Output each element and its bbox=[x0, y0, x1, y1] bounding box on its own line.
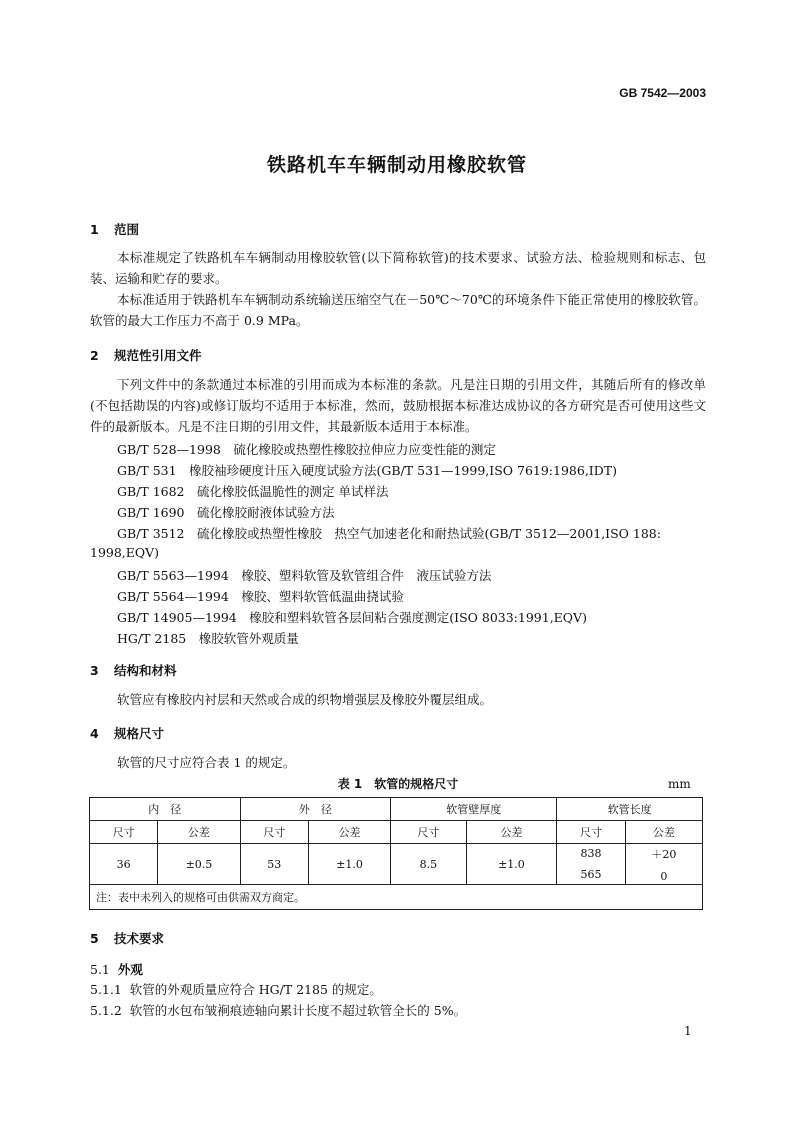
ref-item: GB/T 5563—1994 橡胶、塑料软管及软管组合件 液压试验方法 bbox=[117, 568, 492, 583]
section-3-heading bbox=[90, 661, 177, 679]
header-wall-thickness: 软管壁厚度 bbox=[391, 798, 557, 821]
table-unit: mm bbox=[668, 777, 691, 791]
subheader-cell: 公差 bbox=[158, 821, 240, 844]
subheader-cell: 尺寸 bbox=[90, 821, 158, 844]
section-title: 技术要求 bbox=[114, 931, 165, 946]
outer-tolerance-cell: ±1.0 bbox=[308, 844, 390, 885]
clause-number: 5.1.1 bbox=[90, 982, 122, 997]
section-title: 规范性引用文件 bbox=[114, 348, 202, 363]
length-size-value: 565 bbox=[580, 868, 602, 881]
section-number: 3 bbox=[90, 663, 99, 678]
section-number: 4 bbox=[90, 726, 99, 741]
section-1-heading bbox=[90, 220, 139, 238]
spec-table bbox=[89, 797, 703, 910]
standard-code: GB 7542—2003 bbox=[619, 86, 706, 100]
ref-item: GB/T 528—1998 硫化橡胶或热塑性橡胶拉伸应力应变性能的测定 bbox=[117, 442, 496, 457]
table-caption: 表 1 软管的规格尺寸 bbox=[337, 777, 459, 791]
section-number: 5 bbox=[90, 931, 99, 946]
length-tolerance-cell bbox=[625, 844, 702, 885]
header-hose-length: 软管长度 bbox=[557, 798, 703, 821]
section-4-text: 软管的尺寸应符合表 1 的规定。 bbox=[117, 755, 296, 770]
section-number: 1 bbox=[90, 222, 99, 237]
subheader-cell: 公差 bbox=[308, 821, 390, 844]
ref-item-continuation: 1998,EQV) bbox=[90, 545, 160, 560]
subheader-cell: 尺寸 bbox=[240, 821, 308, 844]
section-3-text: 软管应有橡胶内衬层和天然或合成的织物增强层及橡胶外覆层组成。 bbox=[117, 692, 493, 707]
section-number: 2 bbox=[90, 348, 99, 363]
header-outer-diameter: 外 径 bbox=[240, 798, 391, 821]
subsection-5-1-heading bbox=[90, 960, 143, 978]
inner-size-cell: 36 bbox=[90, 844, 158, 885]
section-4-heading bbox=[90, 724, 164, 742]
length-size-cell bbox=[557, 844, 625, 885]
ref-item: HG/T 2185 橡胶软管外观质量 bbox=[117, 631, 299, 646]
clause-text: 软管的水包布皱裥痕迹轴向累计长度不超过软管全长的 5%。 bbox=[129, 1003, 467, 1018]
length-tolerance-lower: 0 bbox=[660, 869, 668, 883]
page-number: 1 bbox=[684, 1024, 692, 1038]
clause-text: 软管的外观质量应符合 HG/T 2185 的规定。 bbox=[129, 982, 382, 997]
table-note-row bbox=[90, 885, 703, 910]
section-2-heading bbox=[90, 346, 202, 364]
table-row bbox=[90, 844, 703, 885]
subheader-cell: 尺寸 bbox=[391, 821, 466, 844]
table-note: 注：表中未列入的规格可由供需双方商定。 bbox=[90, 885, 703, 910]
section-title: 结构和材料 bbox=[114, 663, 177, 678]
length-tolerance-upper: ＋20 bbox=[651, 847, 677, 861]
clause-number: 5.1.2 bbox=[90, 1003, 122, 1018]
ref-item: GB/T 14905—1994 橡胶和塑料软管各层间粘合强度测定(ISO 8033:1991,EQV) bbox=[117, 610, 587, 625]
wall-tolerance-cell: ±1.0 bbox=[466, 844, 557, 885]
ref-item: GB/T 1690 硫化橡胶耐液体试验方法 bbox=[117, 505, 335, 520]
inner-tolerance-cell: ±0.5 bbox=[158, 844, 240, 885]
outer-size-cell: 53 bbox=[240, 844, 308, 885]
section-1-paragraph-2: 本标准适用于铁路机车车辆制动系统输送压缩空气在－50℃～70℃的环境条件下能正常使用的橡胶软管。软管的最大工作压力不高于 0.9 MPa。 bbox=[90, 292, 706, 328]
clause-5-1-2 bbox=[90, 1001, 466, 1019]
section-title: 规格尺寸 bbox=[114, 726, 165, 741]
ref-item: GB/T 1682 硫化橡胶低温脆性的测定 单试样法 bbox=[117, 484, 389, 499]
ref-item: GB/T 5564—1994 橡胶、塑料软管低温曲挠试验 bbox=[117, 589, 404, 604]
header-inner-diameter: 内 径 bbox=[90, 798, 241, 821]
subheader-cell: 公差 bbox=[466, 821, 557, 844]
subsection-title: 外观 bbox=[117, 962, 143, 977]
table-header-row bbox=[90, 798, 703, 821]
clause-5-1-1 bbox=[90, 980, 382, 998]
length-size-value: 838 bbox=[580, 847, 602, 860]
section-2-intro: 下列文件中的条款通过本标准的引用而成为本标准的条款。凡是注日期的引用文件，其随后所有的修改单(不包括勘误的内容)或修订版均不适用于本标准，然而，鼓励根据本标准达成协议的各方研究是否可使用这些文件的最新版本。凡是不注日期的引用文件，其最新版本适用于本标准。 bbox=[90, 377, 706, 434]
section-title: 范围 bbox=[114, 222, 140, 237]
document-title: 铁路机车车辆制动用橡胶软管 bbox=[266, 154, 527, 176]
subheader-cell: 公差 bbox=[625, 821, 702, 844]
table-subheader-row bbox=[90, 821, 703, 844]
ref-item: GB/T 3512 硫化橡胶或热塑性橡胶 热空气加速老化和耐热试验(GB/T 3512—2001,ISO 188: bbox=[117, 526, 661, 541]
wall-size-cell: 8.5 bbox=[391, 844, 466, 885]
subsection-number: 5.1 bbox=[90, 962, 110, 977]
section-5-heading bbox=[90, 929, 164, 947]
section-1-paragraph-1: 本标准规定了铁路机车车辆制动用橡胶软管(以下简称软管)的技术要求、试验方法、检验规则和标志、包装、运输和贮存的要求。 bbox=[90, 250, 706, 286]
ref-item: GB/T 531 橡胶袖珍硬度计压入硬度试验方法(GB/T 531—1999,ISO 7619:1986,IDT) bbox=[117, 463, 617, 478]
subheader-cell: 尺寸 bbox=[557, 821, 625, 844]
